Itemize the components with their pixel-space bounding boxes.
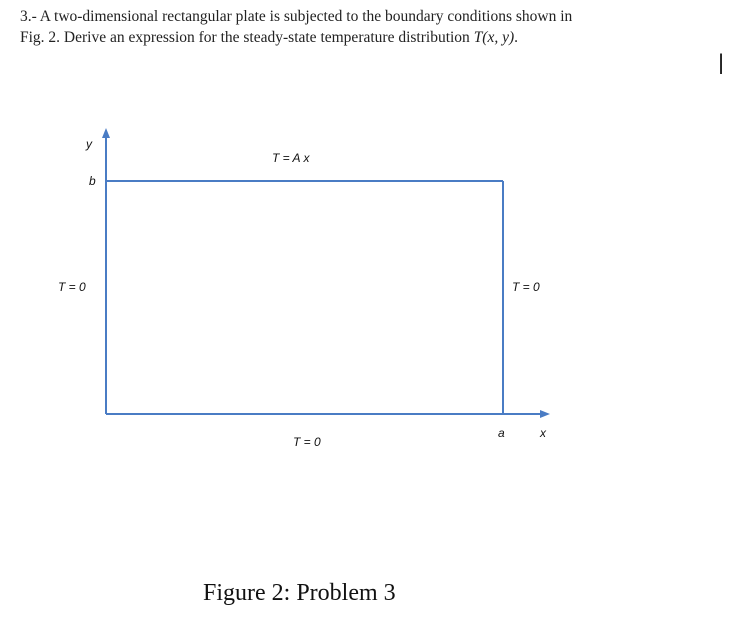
b-tick-label: b bbox=[89, 174, 96, 188]
y-axis-label: y bbox=[86, 137, 92, 151]
left-boundary-condition: T = 0 bbox=[58, 280, 86, 294]
a-tick-label: a bbox=[498, 426, 505, 440]
problem-line-1: 3.- A two-dimensional rectangular plate is subjected to the boundary conditions shown in bbox=[20, 8, 573, 25]
right-boundary-condition: T = 0 bbox=[512, 280, 540, 294]
y-axis-arrowhead bbox=[102, 128, 110, 138]
figure-caption: Figure 2: Problem 3 bbox=[203, 580, 396, 606]
temperature-function: T(x, y) bbox=[473, 29, 515, 46]
x-axis-label: x bbox=[540, 426, 546, 440]
x-axis-arrowhead bbox=[540, 410, 550, 418]
problem-line-2-suffix: . bbox=[514, 29, 519, 46]
text-cursor: | bbox=[715, 50, 728, 74]
problem-line-2-prefix: Fig. 2. Derive an expression for the steady-state temperature distribution bbox=[20, 29, 474, 46]
bottom-boundary-condition: T = 0 bbox=[293, 435, 321, 449]
top-boundary-condition: T = A x bbox=[272, 151, 310, 165]
